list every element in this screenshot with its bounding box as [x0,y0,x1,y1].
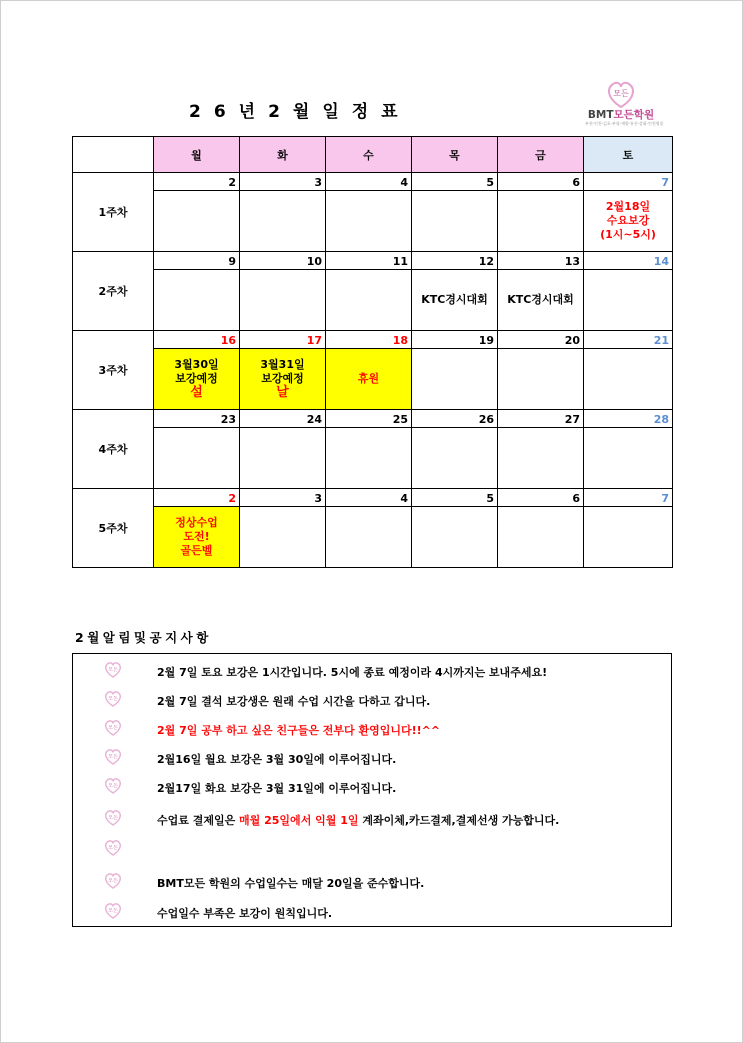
week-2-event-row [73,270,673,331]
holiday-mark: 날 [276,385,289,400]
header-tue: 화 [240,137,326,173]
date-cell: 2 [154,173,240,191]
date-cell: 9 [154,252,240,270]
event-cell [412,349,498,410]
heart-bullet-icon [103,718,123,738]
event-cell [240,428,326,489]
heart-bullet-icon [103,901,123,921]
week-2-date-row [73,252,673,270]
svg-text:모든: 모든 [108,908,118,914]
week-5-event-row [73,507,673,568]
logo-mark-icon [604,79,638,109]
date-cell: 6 [498,173,584,191]
event-cell-closed: 휴원 [326,349,412,410]
event-cell [154,428,240,489]
header-wed: 수 [326,137,412,173]
logo-wordmark [585,109,657,121]
event-cell [326,270,412,331]
date-cell: 26 [412,410,498,428]
notice-item [73,714,671,743]
date-cell: 24 [240,410,326,428]
heart-bullet-icon [103,747,123,767]
week-label: 4주차 [73,410,154,489]
svg-text:모든: 모든 [613,89,629,98]
logo-name: 모든학원 [613,109,655,121]
date-cell-saturday: 28 [584,410,673,428]
event-cell [240,507,326,568]
week-label: 5주차 [73,489,154,568]
event-cell-holiday [154,349,240,410]
event-cell [498,191,584,252]
makeup-note: 3월30일 보강예정 [174,358,219,385]
week-1-event-row [73,191,673,252]
event-cell-contest: KTC경시대회 [498,270,584,331]
event-cell [584,270,673,331]
svg-text:모든: 모든 [108,696,118,702]
date-cell: 5 [412,173,498,191]
event-cell [154,191,240,252]
week-4-event-row [73,428,673,489]
makeup-note: 3월31일 보강예정 [260,358,305,385]
date-cell: 23 [154,410,240,428]
svg-text:모든: 모든 [108,725,118,731]
week-label: 3주차 [73,331,154,410]
event-cell-goldenbell: 정상수업 도전! 골든벨 [154,507,240,568]
week-label: 2주차 [73,252,154,331]
event-cell [498,507,584,568]
date-cell-saturday: 21 [584,331,673,349]
event-cell [240,191,326,252]
event-cell [412,191,498,252]
notice-box [72,653,672,927]
date-cell: 10 [240,252,326,270]
notice-text: 2월16일 월요 보강은 3월 30일에 이루어집니다. [157,753,397,766]
page-title: 26년2월일정표 [189,102,411,122]
date-cell: 13 [498,252,584,270]
date-cell: 11 [326,252,412,270]
svg-text:모든: 모든 [108,783,118,789]
week-3-event-row [73,349,673,410]
event-cell [412,428,498,489]
date-cell: 4 [326,173,412,191]
event-cell [412,507,498,568]
event-cell [584,349,673,410]
notice-item [73,656,671,685]
date-cell-holiday: 18 [326,331,412,349]
date-cell: 6 [498,489,584,507]
header-corner [73,137,154,173]
heart-bullet-icon [103,660,123,680]
notice-item [73,897,671,926]
heart-bullet-icon [103,808,123,828]
heart-bullet-icon [103,838,123,858]
calendar-table [72,136,673,568]
event-cell [240,270,326,331]
header-thu: 목 [412,137,498,173]
date-cell-saturday: 7 [584,489,673,507]
event-cell [154,270,240,331]
date-cell-holiday: 17 [240,331,326,349]
event-cell [498,349,584,410]
notice-text: 2월 7일 토요 보강은 1시간입니다. 5시에 종료 예정이라 4시까지는 보내주세요! [157,666,548,679]
svg-text:모든: 모든 [108,754,118,760]
date-cell: 4 [326,489,412,507]
event-cell [584,507,673,568]
date-cell: 25 [326,410,412,428]
notice-item [73,772,671,801]
notice-item [73,685,671,714]
header-fri: 금 [498,137,584,173]
heart-bullet-icon [103,689,123,709]
notice-text: 2월 7일 결석 보강생은 원래 수업 시간을 다하고 갑니다. [157,695,431,708]
event-cell-makeup: 2월18일 수요보강 (1시~5시) [584,191,673,252]
event-cell-contest: KTC경시대회 [412,270,498,331]
notice-text-highlight: 2월 7일 공부 하고 싶은 친구들은 전부다 환영입니다!!^^ [157,724,441,737]
date-cell: 12 [412,252,498,270]
logo [585,79,664,131]
notice-text [157,812,559,828]
notice-item [73,804,671,833]
date-cell-saturday: 14 [584,252,673,270]
event-cell [326,507,412,568]
notice-text-post: 계좌이체,카드결제,결제선생 가능합니다. [358,814,560,827]
notice-item [73,867,671,896]
week-5-date-row [73,489,673,507]
notice-title: 2월알림및공지사항 [75,630,212,645]
event-cell [584,428,673,489]
notice-item [73,743,671,772]
holiday-mark: 설 [190,385,203,400]
date-cell: 3 [240,173,326,191]
svg-text:모든: 모든 [108,878,118,884]
event-cell-holiday [240,349,326,410]
date-cell-holiday: 16 [154,331,240,349]
date-cell-saturday: 7 [584,173,673,191]
notice-text: 수업일수 부족은 보강이 원칙입니다. [157,907,333,920]
date-cell: 5 [412,489,498,507]
svg-text:모든: 모든 [108,845,118,851]
header-mon: 월 [154,137,240,173]
svg-text:모든: 모든 [108,815,118,821]
date-cell: 20 [498,331,584,349]
svg-text:모든: 모든 [108,667,118,673]
date-cell: 3 [240,489,326,507]
header-sat: 토 [584,137,673,173]
week-3-date-row [73,331,673,349]
heart-bullet-icon [103,871,123,891]
week-label: 1주차 [73,173,154,252]
week-1-date-row [73,173,673,191]
notice-text-payment-period: 매월 25일에서 익월 1일 [239,814,359,827]
notice-item-empty [73,834,671,863]
event-cell [326,191,412,252]
logo-prefix: BMT [587,109,614,121]
heart-bullet-icon [103,776,123,796]
calendar-header-row [73,137,673,173]
notice-text-pre: 수업료 결제일은 [157,814,240,827]
logo-subtitle: 부천·인천·김포·부평·계양·통진·강화·인천영종 [585,121,664,126]
week-4-date-row [73,410,673,428]
event-cell [326,428,412,489]
date-cell: 19 [412,331,498,349]
date-cell-holiday: 2 [154,489,240,507]
notice-text: BMT모든 학원의 수업일수는 매달 20일을 준수합니다. [157,877,425,890]
date-cell: 27 [498,410,584,428]
notice-text: 2월17일 화요 보강은 3월 31일에 이루어집니다. [157,782,397,795]
event-cell [498,428,584,489]
